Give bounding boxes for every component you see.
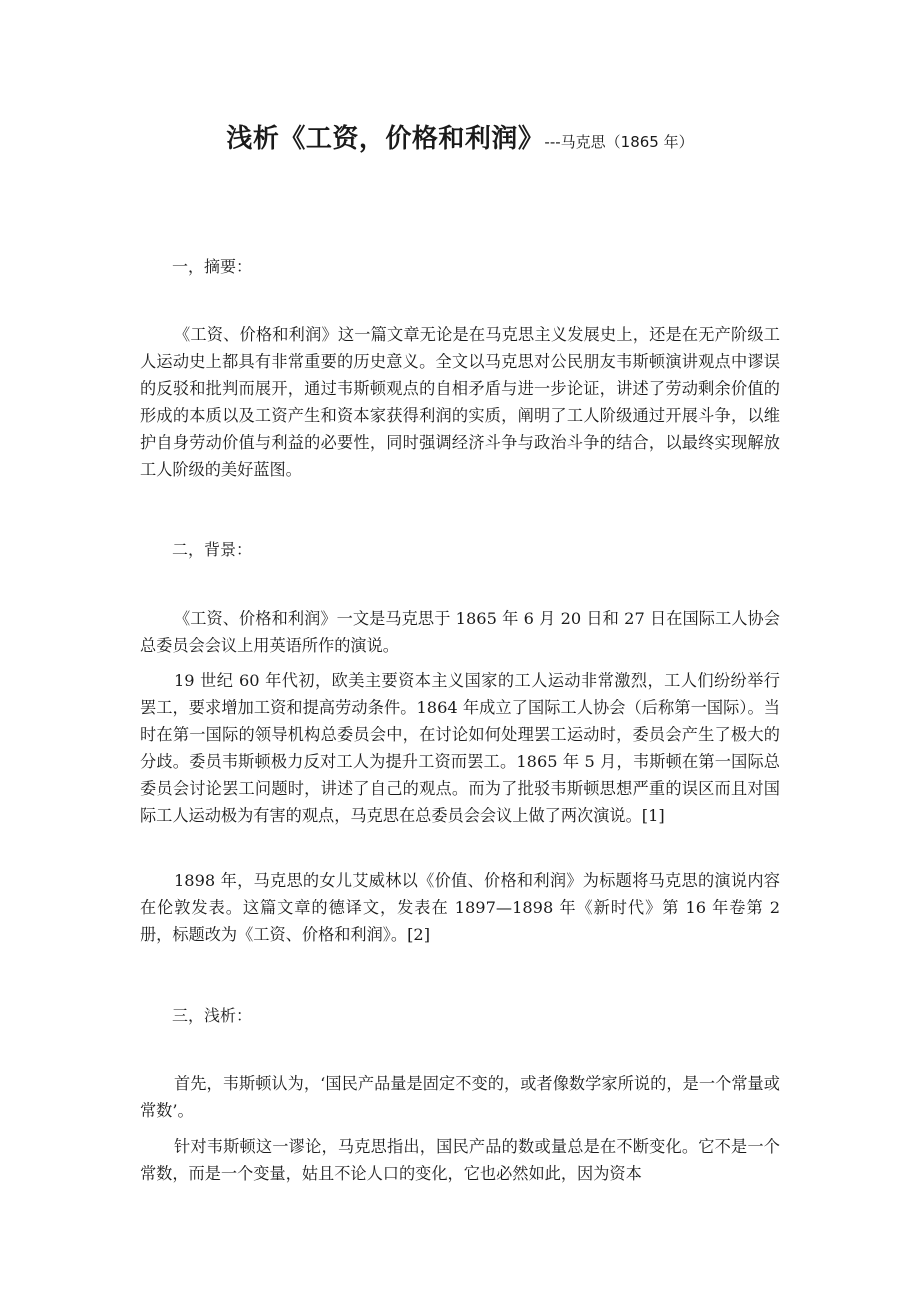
paragraph: 1898 年，马克思的女儿艾威林以《价值、价格和利润》为标题将马克思的演说内容在伦敦发表。这篇文章的德译文，发表在 1897—1898 年《新时代》第 16 年卷第 2 册，标题改为《工资、价格和利润》。[2] (140, 871, 780, 944)
document-title (0, 118, 920, 155)
section-heading-abstract: 一，摘要： (172, 257, 253, 276)
paragraph: 《工资、价格和利润》一文是马克思于 1865 年 6 月 20 日和 27 日在国际工人协会总委员会会议上用英语所作的演说。 (140, 609, 780, 655)
title-subtitle: ---马克思（1865 年） (544, 133, 694, 151)
paragraph: 首先，韦斯顿认为，‘国民产品量是固定不变的，或者像数学家所说的，是一个常量或常数’。 (140, 1074, 780, 1120)
paragraph: 《工资、价格和利润》这一篇文章无论是在马克思主义发展史上，还是在无产阶级工人运动史上都具有非常重要的历史意义。全文以马克思对公民朋友韦斯顿演讲观点中谬误的反驳和批判而展开，通过韦斯顿观点的自相矛盾与进一步论证，讲述了劳动剩余价值的形成的本质以及工资产生和资本家获得利润的实质，阐明了工人阶级通过开展斗争，以维护自身劳动价值与利益的必要性，同时强调经济斗争与政治斗争的结合，以最终实现解放工人阶级的美好蓝图。 (140, 325, 780, 479)
section-heading-background: 二，背景： (172, 540, 253, 559)
title-main: 浅析《工资，价格和利润》 (226, 124, 545, 154)
paragraph: 19 世纪 60 年代初，欧美主要资本主义国家的工人运动非常激烈，工人们纷纷举行罢工，要求增加工资和提高劳动条件。1864 年成立了国际工人协会（后称第一国际）。当时在第一国际的领导机构总委员会中，在讨论如何处理罢工运动时，委员会产生了极大的分歧。委员韦斯顿极力反对工人为提升工资而罢工。1865 年 5 月，韦斯顿在第一国际总委员会讨论罢工问题时，讲述了自己的观点。而为了批驳韦斯顿思想严重的误区而且对国际工人运动极为有害的观点，马克思在总委员会会议上做了两次演说。[1] (140, 671, 780, 825)
section-heading-analysis: 三，浅析： (172, 1006, 253, 1025)
paragraph: 针对韦斯顿这一谬论，马克思指出，国民产品的数或量总是在不断变化。它不是一个常数，而是一个变量，姑且不论人口的变化，它也必然如此，因为资本 (140, 1137, 780, 1183)
